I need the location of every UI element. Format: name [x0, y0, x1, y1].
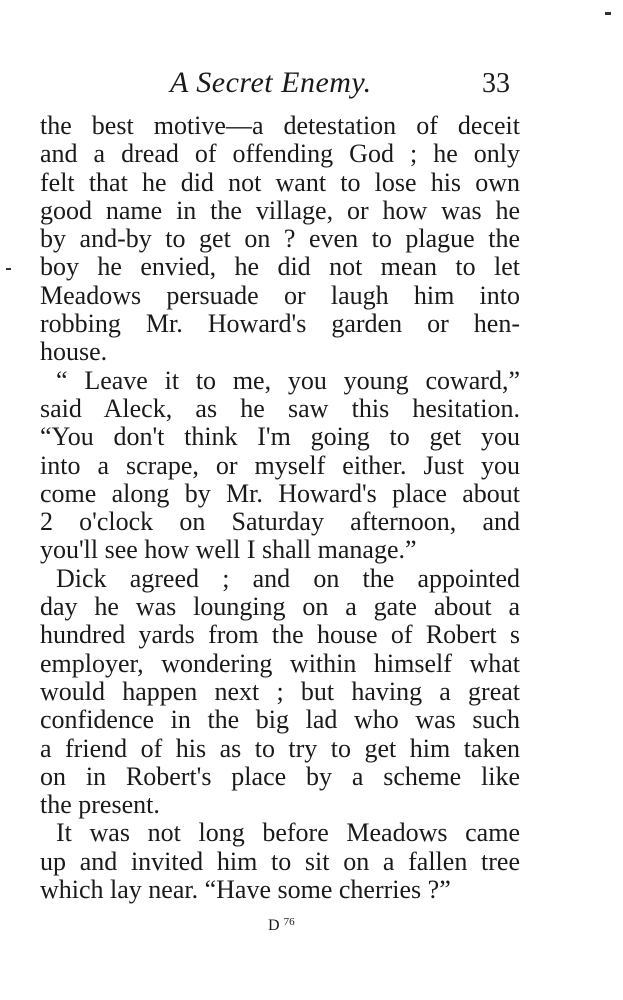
- text-line: good name in the village, or how was he: [40, 195, 520, 225]
- text-line: robbing Mr. Howard's garden or hen-: [40, 309, 520, 339]
- text-line: confidence in the big lad who was such: [40, 705, 520, 735]
- signature-mark: [268, 916, 295, 935]
- page-number: 33: [482, 68, 510, 99]
- text-line: felt that he did not want to lose his own: [40, 167, 520, 197]
- text-line: “ Leave it to me, you young coward,”: [56, 365, 520, 395]
- text-line: said Aleck, as he saw this hesitation.: [40, 393, 520, 423]
- text-line: day he was lounging on a gate about a: [40, 592, 520, 622]
- text-line: the present.: [40, 790, 160, 820]
- text-line: up and invited him to sit on a fallen tree: [40, 846, 520, 876]
- text-line: by and-by to get on ? even to plague the: [40, 224, 520, 254]
- body-text: [40, 112, 520, 904]
- text-line: employer, wondering within himself what: [40, 648, 520, 678]
- text-line: Dick agreed ; and on the appointed: [56, 563, 520, 593]
- text-line: 2 o'clock on Saturday afternoon, and: [40, 507, 520, 537]
- text-line: on in Robert's place by a scheme like: [40, 761, 520, 791]
- margin-mark: [6, 268, 11, 270]
- corner-mark: [605, 12, 611, 15]
- text-line: Meadows persuade or laugh him into: [40, 280, 520, 310]
- signature-number: 76: [283, 916, 295, 928]
- text-line: would happen next ; but having a great: [40, 676, 520, 706]
- text-line: the best motive—a detestation of deceit: [40, 111, 520, 140]
- text-line: “You don't think I'm going to get you: [40, 422, 520, 452]
- text-line: which lay near. “Have some cherries ?”: [40, 875, 451, 905]
- text-line: house.: [40, 337, 108, 367]
- text-line: into a scrape, or myself either. Just you: [40, 450, 520, 480]
- running-title: A Secret Enemy.: [170, 66, 372, 99]
- text-line: come along by Mr. Howard's place about: [40, 478, 520, 508]
- page-header: [40, 66, 520, 106]
- text-line: a friend of his as to try to get him taken: [40, 733, 520, 763]
- signature-letter: D: [268, 917, 280, 934]
- text-line: you'll see how well I shall manage.”: [40, 535, 417, 565]
- text-line: hundred yards from the house of Robert s: [40, 620, 520, 650]
- text-line: boy he envied, he did not mean to let: [40, 252, 520, 282]
- text-line: It was not long before Meadows came: [56, 818, 520, 848]
- text-line: and a dread of offending God ; he only: [40, 139, 520, 169]
